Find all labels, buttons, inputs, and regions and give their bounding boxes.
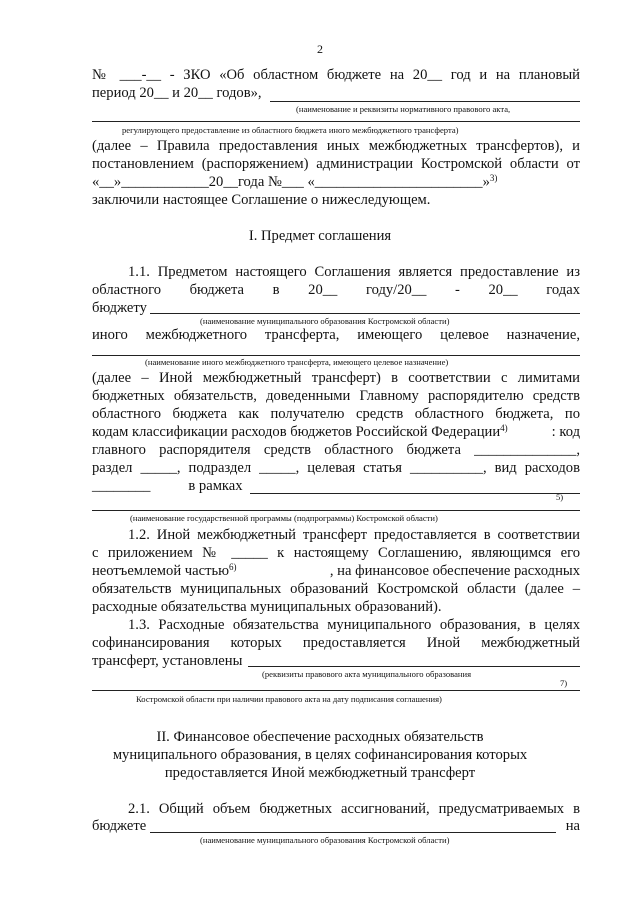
p11-line-2: областного бюджета в 20__ году/20__ - 20__ годах (92, 282, 580, 298)
intro-line-5: «__»____________20__года №___ «_______________________»$^{3)}$ (92, 173, 498, 190)
caption-municipality: (наименование муниципального образования Костромской области) (200, 316, 450, 326)
blank-line (248, 666, 580, 667)
blank-line (92, 121, 580, 122)
p11-line-7: областного бюджета как получателю средств областного бюджета, по (92, 406, 580, 422)
p13-line-3: трансферт, установлены (92, 653, 243, 669)
intro-line-6: заключили настоящее Соглашение о нижеследующем. (92, 192, 431, 208)
blank-line (150, 313, 580, 314)
p11-line-5: (далее – Иной межбюджетный трансферт) в соответствии с лимитами (92, 370, 580, 386)
p13-line-2: софинансирования которых предоставляется Иной межбюджетный (92, 635, 580, 651)
intro-line-1: № ___-__ - ЗКО «Об областном бюджете на 20__ год и на плановый (92, 67, 580, 83)
caption-municipality-2: (наименование муниципального образования Костромской области) (200, 835, 450, 845)
p12-line-5: расходные обязательства муниципальных образований). (92, 599, 442, 615)
blank-line (92, 690, 580, 691)
blank-line (270, 101, 580, 102)
p13-line-1: 1.3. Расходные обязательства муниципального образования, в целях (128, 617, 580, 633)
caption-act: (наименование и реквизиты нормативного правового акта, (296, 104, 511, 114)
p11-line-4: иного межбюджетного трансферта, имеющего целевое назначение, (92, 327, 580, 343)
section-2-heading-3: предоставляется Иной межбюджетный трансферт (164, 765, 476, 781)
caption-transfer-name: (наименование иного межбюджетного трансферта, имеющего целевое назначение) (145, 357, 449, 367)
intro-line-2: период 20__ и 20__ годов», (92, 85, 262, 101)
footnote-7: 7) (560, 678, 568, 688)
p11-line-9: главного распорядителя средств областного бюджета ______________, (92, 442, 580, 458)
footnote-5: 5) (556, 492, 564, 502)
p11-line-8: кодам классификации расходов бюджетов Российской Федерации$^{4)}$ : код (92, 423, 580, 440)
section-2-heading-1: II. Финансовое обеспечение расходных обязательств (156, 729, 484, 745)
p21-line-1: 2.1. Общий объем бюджетных ассигнований, предусматриваемых в (128, 801, 580, 817)
p12-line-2: с приложением № _____ к настоящему Соглашению, являющимся его (92, 545, 580, 561)
caption-legal-act-cont: Костромской области при наличии правового акта на дату подписания соглашения) (136, 694, 442, 704)
p11-line-10: раздел _____, подраздел _____, целевая статья __________, вид расходов (92, 460, 580, 476)
caption-program: (наименование государственной программы (подпрограммы) Костромской области) (130, 513, 438, 523)
intro-line-4: постановлением (распоряжением) администрации Костромской области от (92, 156, 580, 172)
caption-regulating: регулирующего предоставление из областного бюджета иного межбюджетного трансферта) (122, 125, 459, 135)
p11-line-1: 1.1. Предметом настоящего Соглашения является предоставление из (128, 264, 580, 280)
blank-line (250, 493, 580, 494)
p11-line-11: ________ в рамках (92, 478, 243, 494)
intro-line-3: (далее – Правила предоставления иных межбюджетных трансфертов), и (92, 138, 580, 154)
p21-line-2: бюджете на (92, 818, 580, 834)
page-number: 2 (317, 42, 323, 56)
section-2-heading-2: муниципального образования, в целях софинансирования которых (112, 747, 528, 763)
p11-line-6: бюджетных обязательств, доведенными Главному распорядителю средств (92, 388, 580, 404)
blank-line (150, 832, 556, 833)
caption-legal-act: (реквизиты правового акта муниципального образования (262, 669, 472, 679)
p12-line-4: обязательств муниципальных образований Костромской области (далее – (92, 581, 580, 597)
blank-line (92, 510, 580, 511)
section-1-heading: I. Предмет соглашения (248, 228, 392, 244)
p11-line-3: бюджету (92, 300, 147, 316)
p12-line-3: неотъемлемой частью$^{6)}$ , на финансовое обеспечение расходных (92, 562, 580, 579)
p12-line-1: 1.2. Иной межбюджетный трансферт предоставляется в соответствии (128, 527, 580, 543)
blank-line (92, 355, 580, 356)
